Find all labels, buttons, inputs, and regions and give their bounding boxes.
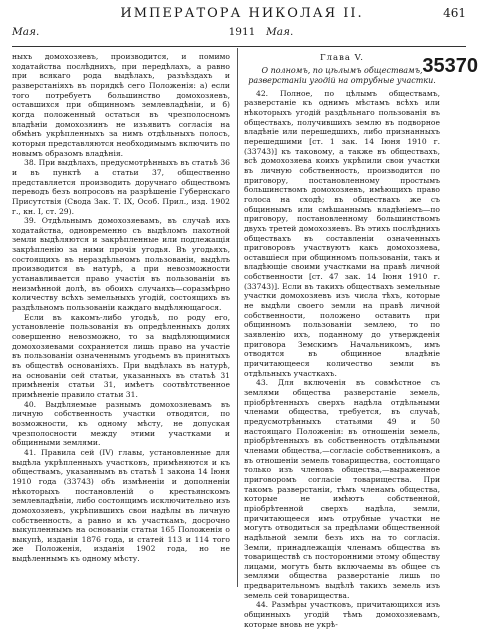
paragraph: 42. Полное, по цѣлымъ обществамъ, разверстаніе къ однимъ мѣстамъ всѣхъ или нѣкоторыхъ угодій раздѣльнаго пользованія въ обществахъ, получившихъ землю въ подворное владѣніе или перешедшихъ, либо признанныхъ перешедшими [ст. 1 зак. 14 Іюня 1910 г. (33743)] къ таковому, а также въ обществахъ, всѣ домохозяева коихъ укрѣпили свои участки въ личную собственность, производится по приговору, постановленному простымъ большинствомъ домохозяевъ, имѣющихъ право голоса на сходѣ; въ обществахъ же съ общиннымъ или смѣшаннымъ владѣніемъ—по приговору, постановленному большинствомъ двухъ третей домохозяевъ. Въ этихъ послѣднихъ обществахъ въ составленіи означенныхъ приговоровъ участвуютъ какъ домохозяева, оставшіеся при общинномъ пользованіи, такъ и владѣющіе своими участками на правѣ личной собственности [ст. 47 зак. 14 Іюня 1910 г. (33743)]. Если въ такихъ обществахъ земельные участки домохозяевъ изъ числа тѣхъ, которые не выдѣли своего земли на правѣ личной собственности, положено оставить при общинномъ пользованіи землею, то по заявленію ихъ, поданному до утвержденія приговора Земскимъ Начальникомъ, имъ отводятся въ общинное владѣніе причитающееся количество земли въ отдѣльныхъ участкахъ.: [244, 88, 440, 378]
paragraph: 41. Правила сей (IV) главы, установленные для выдѣла укрѣпленныхъ участковъ, примѣняются и къ обществамъ, указаннымъ въ статьѣ 1 закона 14 Іюня 1910 года (33743) объ измѣненіи и дополненіи нѣкоторыхъ постановленій о крестьянскомъ землевладѣніи, либо состоящимъ исключительно изъ домохозяевъ, укрѣпившихъ свои надѣлы въ личную собственность, а равно и къ участкамъ, досрочно выкупленнымъ на основаніи статьи 165 Положенія о выкупѣ, изданія 1876 года, и статей 113 и 114 того же Положенія, изданія 1902 года, но не выдѣленнымъ къ одному мѣсту.: [12, 447, 230, 564]
paragraph: Если въ какомъ-либо угодьѣ, по роду его, установленіе пользованія въ опредѣленныхъ долях совершенно невозможно, то за выдѣляющимися домохозяевами сохраняется лишь право на участіе въ пользованіи означеннымъ угодьемъ въ принятыхъ въ обществѣ основаніяхъ. При выдѣлахъ въ натурѣ, на основаніи сей статьи, указанныхъ въ статьѣ 31 примѣненія статьи 31, имѣетъ соотвѣтственное примѣненіе правило статьи 31.: [12, 312, 230, 399]
year: 1911: [228, 26, 256, 38]
paragraph: 44. Размѣры участковъ, причитающихся изъ общинныхъ угодій тѣмъ домохозяевамъ, которые вновь не укрѣ-: [244, 600, 440, 629]
paragraph: 43. Для включенія въ совмѣстное съ землями общества разверстаніе земель, пріобрѣтенныхъ сверхъ надѣла отдѣльными членами общества, требуется, въ случаѣ, предусмотрѣнныхъ статьями 49 и 50 настоящаго Положенія: въ отношеніи земель, пріобрѣтенныхъ въ собственность отдѣльными членами общества,—согласіе собственниковъ, а въ отношеніи земель товарищества, состоящаго только изъ членовъ общества,—выраженное приговоромъ согласіе товарищества. При такомъ разверстаніи, тѣмъ членамъ общества, которые не имѣютъ собственной, пріобрѣтенной сверхъ надѣла, земли, причитающееся имъ отрубные участки не могутъ отводиться за предѣлами общественной надѣльной земли безъ ихъ на то согласія. Земли, принадлежащія членамъ общества въ товариществѣ съ посторонними этому обществу лицами, могутъ быть включаемы въ общее съ землями общества разверстаніе лишь по предварительномъ выдѣлѣ такихъ земель изъ земель сей товарищества.: [244, 378, 440, 600]
right-month: Мая.: [266, 26, 294, 38]
chapter-heading: Глава V.: [319, 53, 364, 63]
left-column: [12, 52, 230, 564]
paragraph: 39. Отдѣльнымъ домохозяевамъ, въ случаѣ ихъ ходатайства, одновременно съ выдѣломъ пахотной земли выдѣляются и закрѣпленные или подлежащія закрѣпленію за ними прочія угодья. Въ угодьяхъ, состоящихъ въ нераздѣльномъ пользованіи, выдѣлъ производится въ натурѣ, а при невозможности устанавливается право участія въ пользованіи въ неизмѣнной долѣ, въ обоихъ случаяхъ—соразмѣрно количеству всѣхъ земельныхъ угодій, состоящихъ въ раздѣльномъ пользованіи каждаго выдѣляющагося.: [12, 216, 230, 313]
page-header: [12, 6, 472, 46]
right-column: [244, 52, 440, 629]
header-rule: [12, 46, 466, 47]
running-title: ИМПЕРАТОРА НИКОЛАЯ II.: [120, 6, 364, 21]
left-month: Мая.: [12, 26, 40, 38]
paragraph: 40. Выдѣляемые разнымъ домохозяевамъ въ личную собственность участки отводятся, по возможности, къ одному мѣсту, не допуская чрезполосности между этими участками и общинными землями.: [12, 399, 230, 448]
page-number: 461: [443, 6, 466, 20]
chapter-subtitle: О полномъ, по цѣлымъ обществамъ, разверстаніи угодій на отрубные участки.: [248, 65, 436, 85]
column-divider: [237, 48, 238, 587]
paragraph: ныхъ домохозяевъ, производится, и помимо ходатайства послѣднихъ, при передѣлахъ, а равно при всякаго рода выдѣлахъ, разъѣздахъ и разверстаніяхъ въ порядкѣ сего Положенія: а) если того потребуетъ большинство домохозяевъ, оставшихся при общинномъ землевладѣніи, и б) когда положенный остаться въ чрезполосномъ владѣніи домохозяинъ не изъявитъ согласія на обмѣнъ укрѣпленныхъ за нимъ отдѣльныхъ полосъ, которыя представляются необходимымъ включить по новымъ образомъ владѣнія.: [12, 52, 230, 158]
margin-number: 35370: [422, 55, 478, 77]
paragraph: 38. При выдѣлахъ, предусмотрѣнныхъ въ статьѣ 36 и въ пунктѣ а статьи 37, общественно представляется производить доручнаго обществомъ переводъ безъ вопросовъ на разрѣшеніе Губернскаго Присутствія (Свода Зак. Т. IX, Особ. Прил., изд. 1902 г., кн. I, ст. 29).: [12, 158, 230, 216]
